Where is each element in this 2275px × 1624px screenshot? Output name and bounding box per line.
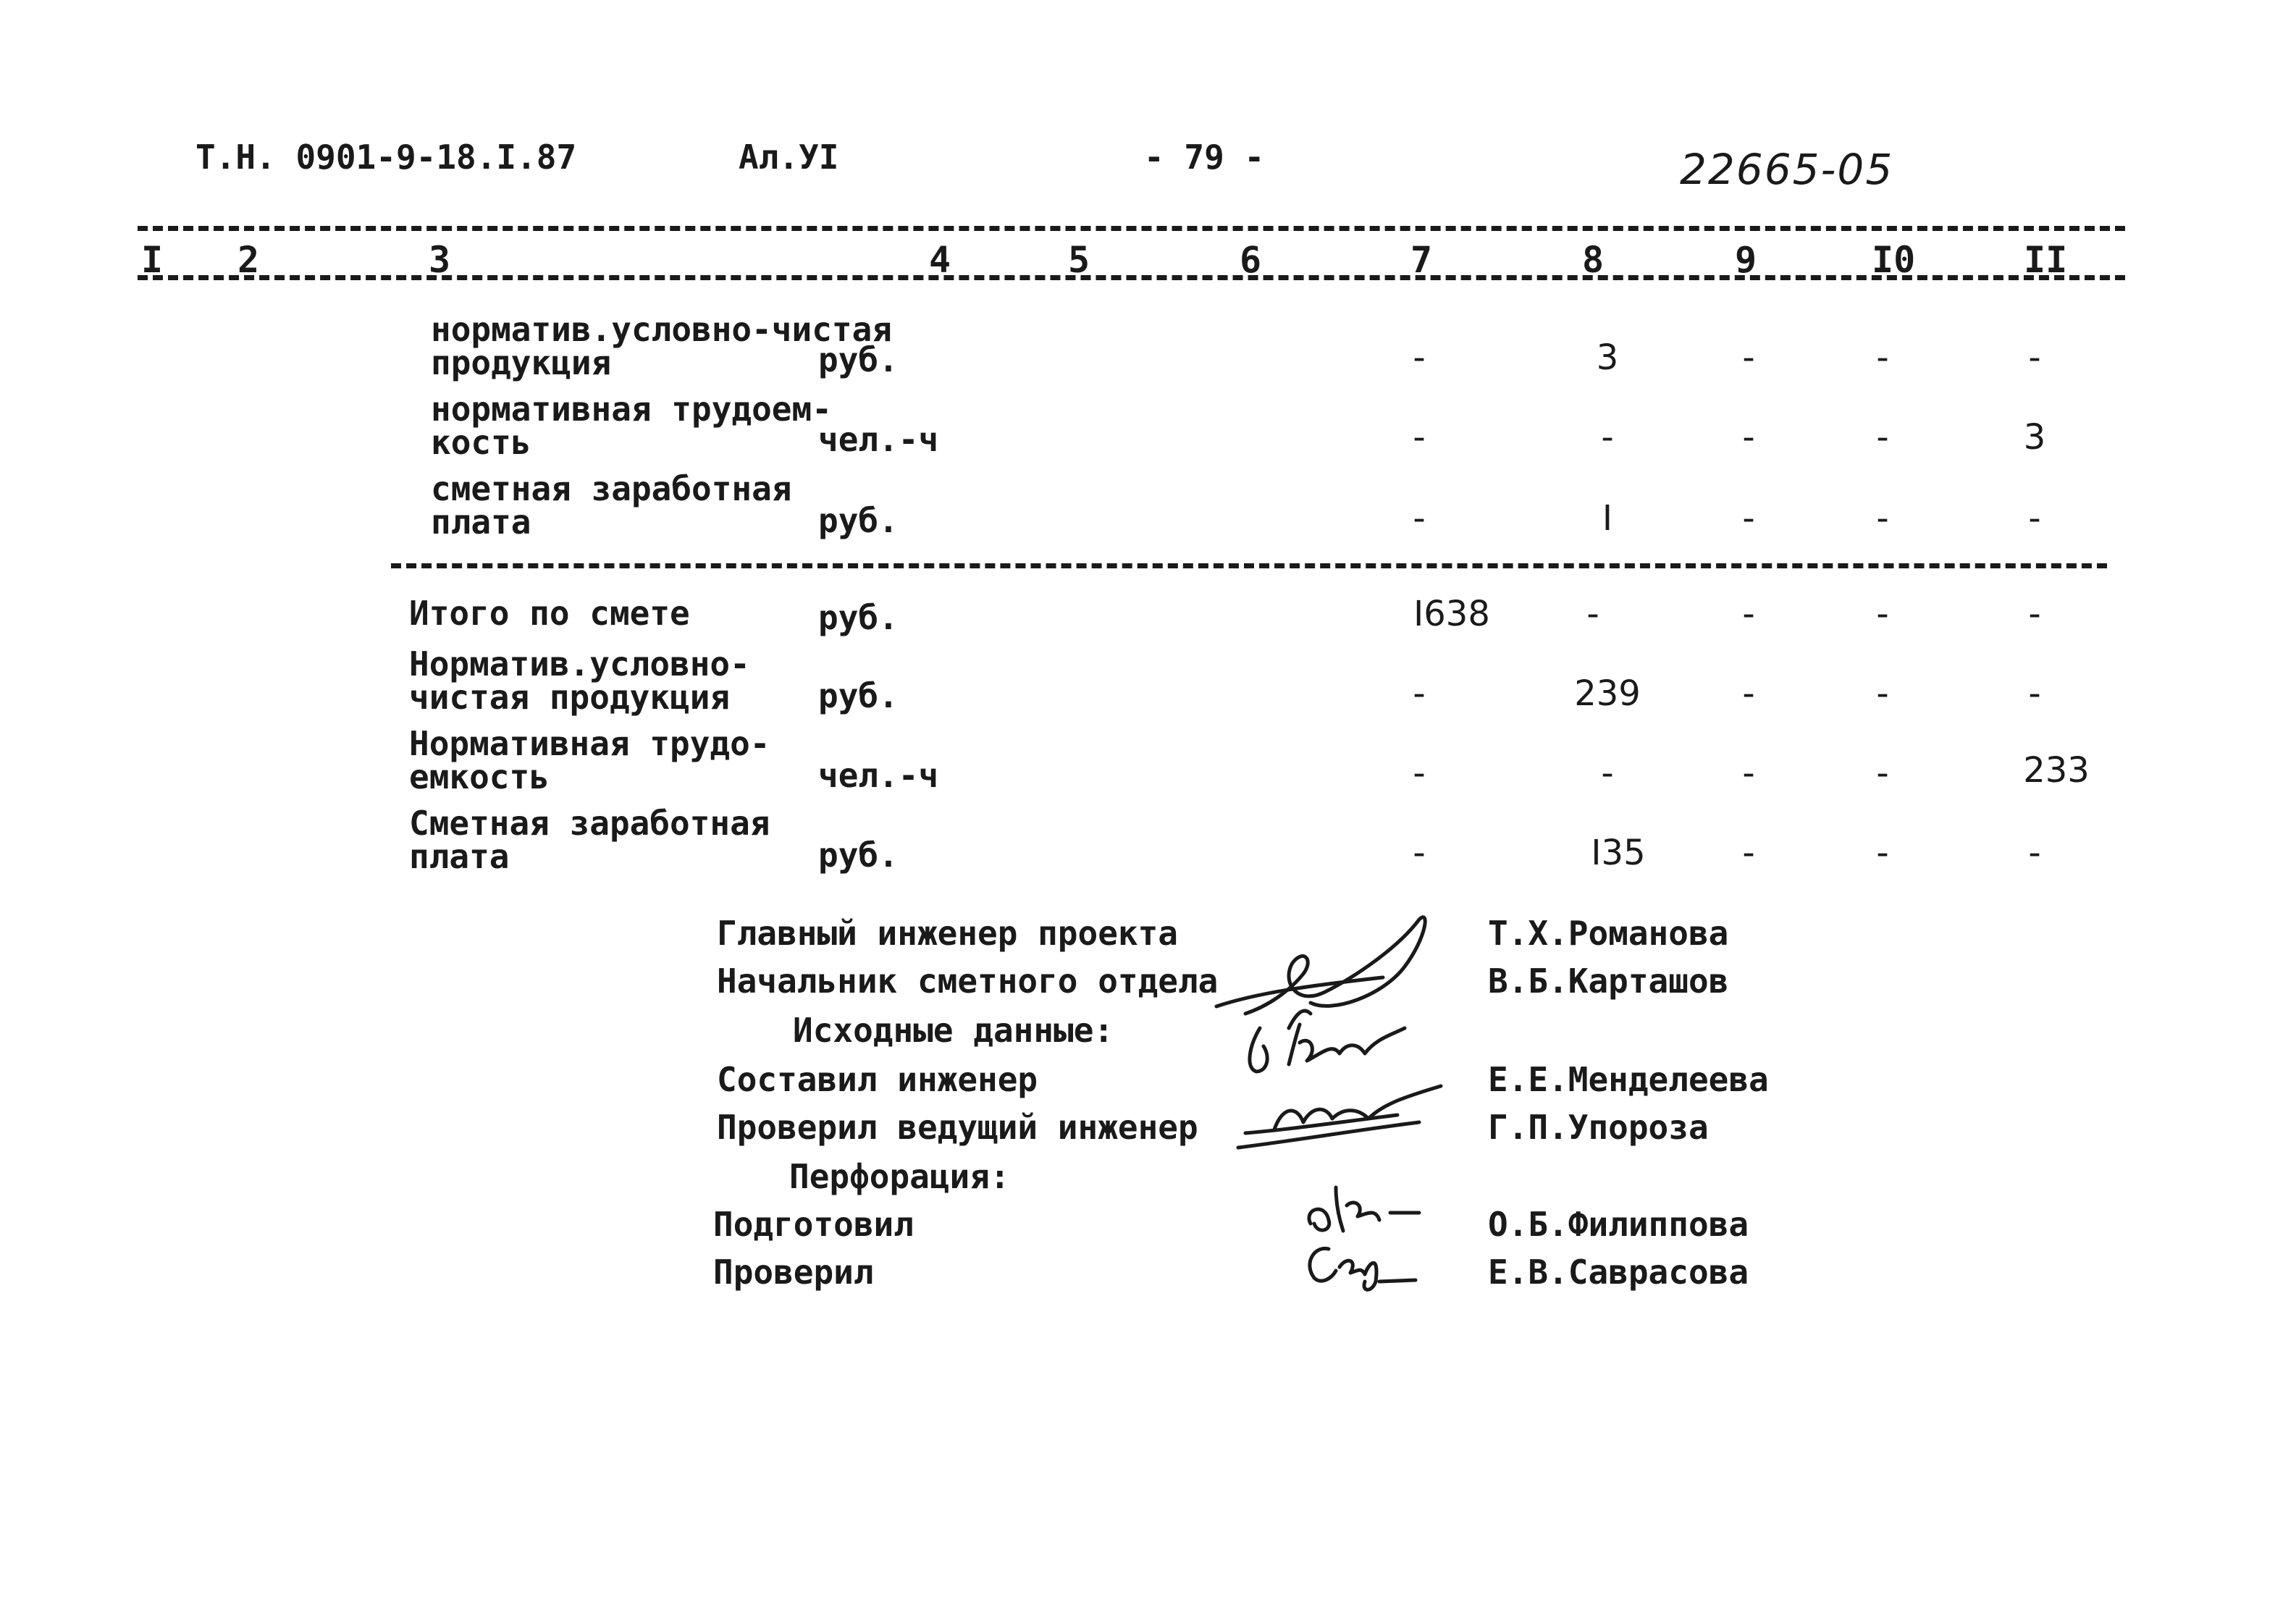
row-label: сметная заработная плата bbox=[431, 469, 792, 542]
cell-c7: - bbox=[1413, 337, 1426, 378]
cell-c9: - bbox=[1742, 498, 1755, 539]
row-label: норматив.условно-чистая продукция bbox=[431, 310, 892, 382]
total-label: Норматив.условно- чистая продукция bbox=[409, 644, 750, 717]
total-label: Нормативная трудо- емкость bbox=[409, 724, 770, 796]
checked-name: Е.В.Саврасова bbox=[1488, 1253, 1749, 1292]
cell-c8: I bbox=[1602, 498, 1613, 539]
total-unit: руб. bbox=[818, 598, 899, 637]
total-c9: - bbox=[1742, 673, 1755, 714]
cell-c7: - bbox=[1413, 498, 1426, 539]
chief-engineer-role: Главный инженер проекта bbox=[717, 914, 1178, 953]
column-4: 4 bbox=[929, 239, 951, 281]
column-5: 5 bbox=[1068, 239, 1090, 281]
prepared-name: О.Б.Филиппова bbox=[1488, 1205, 1749, 1244]
total-c8: 239 bbox=[1574, 673, 1641, 714]
section-separator bbox=[391, 563, 2107, 568]
column-6: 6 bbox=[1240, 239, 1262, 281]
total-unit: чел.-ч bbox=[818, 756, 939, 795]
column-3: 3 bbox=[429, 239, 451, 281]
total-c7: - bbox=[1413, 673, 1426, 714]
row-unit: чел.-ч bbox=[818, 420, 939, 459]
compiled-role: Составил инженер bbox=[717, 1060, 1038, 1099]
album-number: Ал.УI bbox=[739, 138, 839, 177]
column-11: II bbox=[2024, 239, 2068, 281]
column-2: 2 bbox=[237, 239, 260, 281]
prepared-role: Подготовил bbox=[713, 1205, 914, 1244]
total-c7: - bbox=[1413, 753, 1426, 794]
checked-lead-name: Г.П.Упороза bbox=[1488, 1108, 1709, 1147]
total-unit: руб. bbox=[818, 836, 899, 875]
cell-c9: - bbox=[1742, 417, 1755, 458]
total-c9: - bbox=[1742, 833, 1755, 873]
total-c7: - bbox=[1413, 833, 1426, 873]
total-label: Итого по смете bbox=[409, 594, 690, 633]
cell-c10: - bbox=[1876, 498, 1889, 539]
total-c10: - bbox=[1876, 833, 1889, 873]
checked-role: Проверил bbox=[713, 1253, 874, 1292]
cell-c8: 3 bbox=[1596, 337, 1619, 378]
total-c11: - bbox=[2028, 673, 2041, 714]
checked-lead-role: Проверил ведущий инженер bbox=[717, 1108, 1198, 1147]
source-data-heading: Исходные данные: bbox=[793, 1011, 1114, 1050]
header-rule-bottom bbox=[138, 275, 2125, 280]
page-number: - 79 - bbox=[1144, 138, 1265, 177]
total-unit: руб. bbox=[818, 676, 899, 715]
total-c8: - bbox=[1601, 753, 1614, 794]
document-code: Т.Н. 0901-9-18.I.87 bbox=[195, 138, 577, 177]
total-c7: I638 bbox=[1413, 594, 1490, 634]
total-c9: - bbox=[1742, 594, 1755, 634]
total-c10: - bbox=[1876, 673, 1889, 714]
row-label: нормативная трудоем- кость bbox=[431, 390, 832, 462]
cell-c11: - bbox=[2028, 337, 2041, 378]
total-c8: - bbox=[1586, 594, 1599, 634]
row-unit: руб. bbox=[818, 340, 899, 379]
dept-head-name: В.Б.Карташов bbox=[1488, 962, 1729, 1001]
column-8: 8 bbox=[1582, 239, 1605, 281]
signature-checked-lead bbox=[1231, 1079, 1463, 1158]
total-c9: - bbox=[1742, 753, 1755, 794]
compiled-name: Е.Е.Менделеева bbox=[1488, 1060, 1769, 1099]
chief-engineer-name: Т.Х.Романова bbox=[1488, 914, 1729, 953]
column-7: 7 bbox=[1410, 239, 1433, 281]
total-label: Сметная заработная плата bbox=[409, 804, 770, 876]
total-c11: 233 bbox=[2023, 750, 2090, 791]
document-number: 22665-05 bbox=[1680, 145, 1894, 194]
cell-c10: - bbox=[1876, 337, 1889, 378]
total-c8: I35 bbox=[1591, 833, 1646, 873]
cell-c10: - bbox=[1876, 417, 1889, 458]
row-unit: руб. bbox=[818, 501, 899, 540]
column-10: I0 bbox=[1872, 239, 1916, 281]
signature-checked bbox=[1296, 1231, 1426, 1296]
cell-c7: - bbox=[1413, 417, 1426, 458]
total-c11: - bbox=[2028, 833, 2041, 873]
cell-c8: - bbox=[1601, 417, 1614, 458]
column-1: I bbox=[141, 239, 164, 281]
total-c10: - bbox=[1876, 753, 1889, 794]
total-c10: - bbox=[1876, 594, 1889, 634]
perforation-heading: Перфорация: bbox=[789, 1157, 1010, 1196]
dept-head-role: Начальник сметного отдела bbox=[717, 962, 1219, 1001]
total-c11: - bbox=[2028, 594, 2041, 634]
header-rule-top bbox=[138, 226, 2125, 231]
cell-c11: - bbox=[2028, 498, 2041, 539]
cell-c9: - bbox=[1742, 337, 1755, 378]
column-9: 9 bbox=[1735, 239, 1757, 281]
cell-c11: 3 bbox=[2023, 417, 2046, 458]
